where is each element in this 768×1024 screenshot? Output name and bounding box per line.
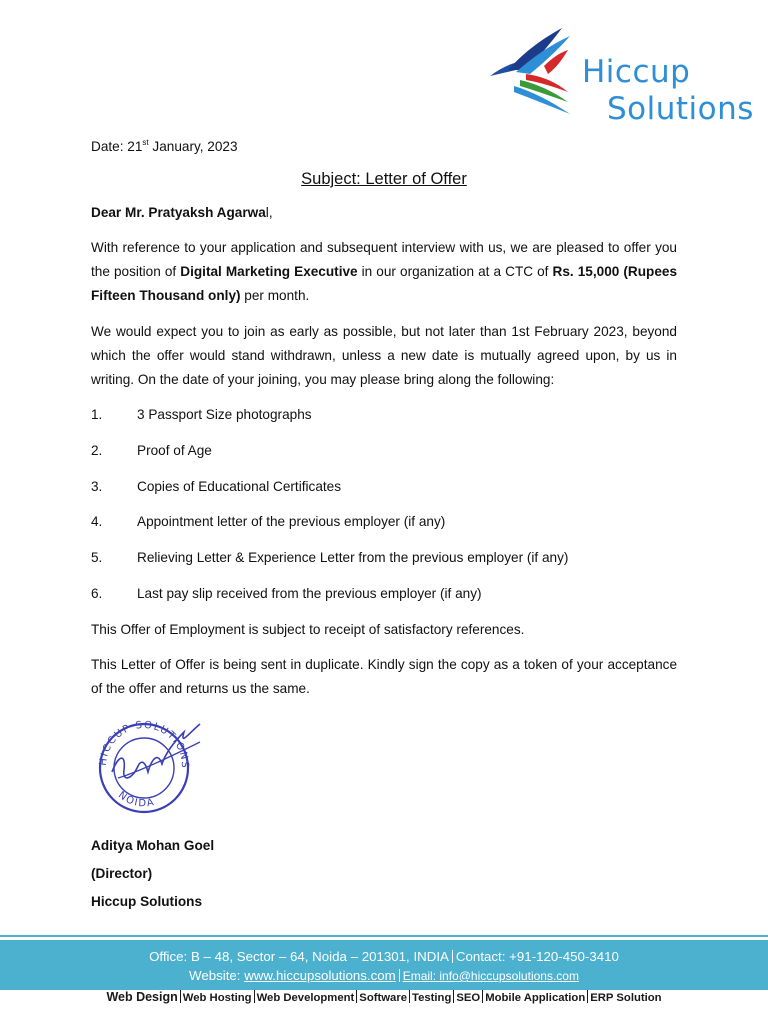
position-title: Digital Marketing Executive	[180, 264, 358, 279]
list-item	[91, 510, 691, 546]
website-label: Website:	[189, 968, 245, 983]
list-text: Copies of Educational Certificates	[137, 478, 342, 494]
svg-text:HICCUP SOLUTIONS: HICCUP SOLUTIONS	[97, 719, 191, 770]
footer-contact-bar	[0, 937, 768, 990]
offer-paragraph	[91, 236, 677, 308]
signatory-company: Hiccup Solutions	[91, 894, 203, 909]
service-item: SEO	[456, 992, 481, 1004]
separator	[254, 990, 255, 1003]
list-item	[91, 403, 691, 439]
website-link[interactable]: www.hiccupsolutions.com	[244, 968, 396, 983]
salutation-end: l,	[265, 205, 273, 220]
signatory-name: Aditya Mohan Goel	[91, 838, 215, 853]
separator	[453, 990, 454, 1003]
para1-text-2: in our organization at a CTC of	[357, 264, 553, 279]
ctc-amount: Rs. 15,000 (Rupees Fifteen Thousand only)	[91, 264, 678, 303]
list-text: 3 Passport Size photographs	[137, 407, 312, 422]
company-stamp-seal	[88, 712, 206, 816]
list-text: Relieving Letter & Experience Letter from the previous employer (if any)	[137, 550, 569, 566]
list-item	[91, 582, 691, 618]
company-logo	[486, 26, 756, 131]
joining-paragraph: We would expect you to join as early as possible, but not later than 1st February 2023, beyond which the offer would stand withdrawn, unless a new date is mutually agreed upon, by us in writing. On the date of your joining, you may please bring along the following:	[91, 324, 677, 387]
list-text: Proof of Age	[137, 442, 212, 458]
date-superscript: st	[142, 138, 149, 147]
service-item: Software	[359, 992, 408, 1004]
contact-phone: Contact: +91-120-450-3410	[455, 949, 619, 964]
stamp-signature-icon	[88, 712, 206, 816]
salutation	[91, 201, 677, 225]
service-item: Mobile Application	[485, 992, 586, 1004]
list-number: 6.	[91, 585, 103, 601]
footer-office-line	[0, 949, 768, 964]
salutation-name: Dear Mr. Pratyaksh Agarwa	[91, 205, 266, 220]
service-item: Web Development	[256, 992, 355, 1004]
footer-web-line	[0, 968, 768, 983]
logo-text-hiccup: Hiccup	[582, 54, 691, 90]
separator	[399, 969, 400, 982]
separator	[409, 990, 410, 1003]
list-number: 3.	[91, 478, 103, 494]
list-number: 2.	[91, 442, 103, 458]
email-link[interactable]: Email: info@hiccupsolutions.com	[402, 969, 579, 983]
signatory-title: (Director)	[91, 866, 153, 881]
services-line	[0, 990, 768, 1004]
office-address: Office: B – 48, Sector – 64, Noida – 201301, INDIA	[149, 949, 449, 964]
list-number: 4.	[91, 514, 103, 530]
letter-date	[91, 135, 677, 159]
separator	[180, 990, 181, 1003]
service-item: Web Hosting	[182, 992, 252, 1004]
list-number: 5.	[91, 550, 103, 566]
list-text: Appointment letter of the previous employer (if any)	[137, 514, 446, 530]
service-item: Testing	[412, 992, 452, 1004]
references-paragraph: This Offer of Employment is subject to receipt of satisfactory references.	[91, 622, 525, 637]
list-text: Last pay slip received from the previous employer (if any)	[137, 585, 482, 601]
separator	[452, 950, 453, 963]
list-item	[91, 439, 691, 475]
service-item: Web Design	[106, 990, 178, 1004]
list-item	[91, 546, 691, 582]
logo-text-solutions: Solutions	[607, 91, 754, 127]
separator	[587, 990, 588, 1003]
para1-text-3: per month.	[240, 288, 310, 303]
service-item: ERP Solution	[590, 992, 662, 1004]
para1-text-1: With reference to your application and subsequent interview with us, we are pleased to offer you the position of	[91, 240, 677, 279]
list-number: 1.	[91, 407, 103, 422]
svg-text:NOIDA: NOIDA	[115, 789, 157, 810]
date-suffix: January, 2023	[148, 139, 238, 154]
duplicate-paragraph: This Letter of Offer is being sent in duplicate. Kindly sign the copy as a token of your acceptance of the offer and returns us the same.	[91, 657, 677, 696]
letter-subject: Subject: Letter of Offer	[301, 170, 467, 188]
separator	[356, 990, 357, 1003]
documents-list	[91, 403, 691, 618]
date-prefix: Date: 21	[91, 139, 143, 154]
separator	[482, 990, 483, 1003]
list-item	[91, 475, 691, 511]
